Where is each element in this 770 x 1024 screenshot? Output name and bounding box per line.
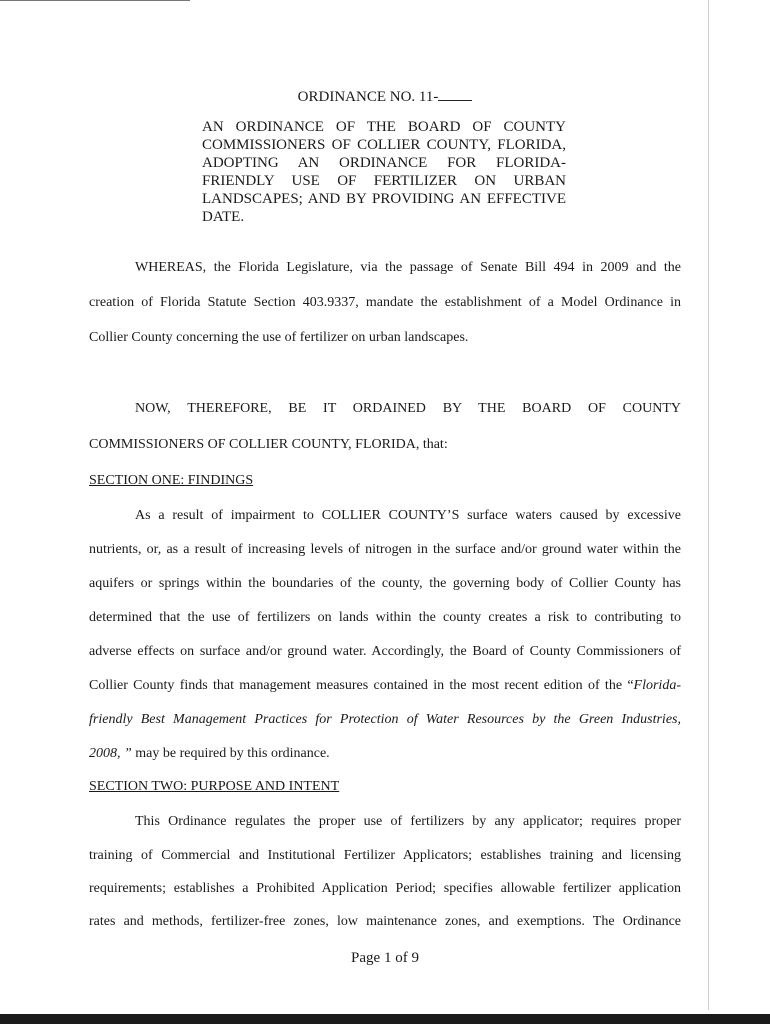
section-one-line: aquifers or springs within the boundaries of the county, the governing body of Collier County has (89, 576, 681, 591)
scan-artifact-right-edge (708, 0, 709, 1010)
section-two-line: rates and methods, fertilizer-free zones, low maintenance zones, and exemptions. The Ordinance (89, 914, 681, 929)
section-one-italic-text: Florida- (633, 678, 681, 693)
page-number: Page 1 of 9 (351, 950, 419, 966)
section-one-heading: SECTION ONE: FINDINGS (89, 473, 254, 488)
section-one-line: As a result of impairment to COLLIER COUNTY’S surface waters caused by excessive (135, 508, 681, 523)
whereas-line: creation of Florida Statute Section 403.9337, mandate the establishment of a Model Ordinance in (89, 295, 681, 310)
scan-artifact-top-line (0, 0, 190, 1)
ordinance-number-blank (438, 88, 472, 101)
section-two-heading: SECTION TWO: PURPOSE AND INTENT (89, 779, 340, 794)
section-one-line-text: may be required by this ordinance. (131, 746, 330, 761)
section-one-line (89, 712, 681, 728)
now-therefore-line: COMMISSIONERS OF COLLIER COUNTY, FLORIDA, that: (89, 437, 448, 452)
title-line: LANDSCAPES; AND BY PROVIDING AN EFFECTIVE (202, 191, 566, 207)
section-two-line: This Ordinance regulates the proper use of fertilizers by any applicator; requires proper (135, 814, 681, 829)
title-line: COMMISSIONERS OF COLLIER COUNTY, FLORIDA, (202, 137, 566, 153)
now-therefore-line: NOW, THEREFORE, BE IT ORDAINED BY THE BOARD OF COUNTY (135, 401, 681, 416)
section-two-line: requirements; establishes a Prohibited Application Period; specifies allowable fertilizer application (89, 881, 681, 896)
title-line: AN ORDINANCE OF THE BOARD OF COUNTY (202, 119, 566, 135)
section-one-italic-text: 2008, ” (89, 746, 132, 761)
section-one-line: adverse effects on surface and/or ground water. Accordingly, the Board of County Commissioners of (89, 644, 681, 659)
whereas-line: WHEREAS, the Florida Legislature, via the passage of Senate Bill 494 in 2009 and the (135, 260, 681, 275)
scan-artifact-bottom-edge (0, 1014, 770, 1024)
ordinance-title (202, 118, 566, 226)
section-one-italic-text: friendly Best Management Practices for Protection of Water Resources by the Green Industries, (89, 712, 681, 727)
section-two-line: training of Commercial and Institutional Fertilizer Applicators; establishes training and licensing (89, 848, 681, 863)
title-line: FRIENDLY USE OF FERTILIZER ON URBAN (202, 173, 566, 189)
ordinance-number (0, 88, 770, 106)
section-one-line-text: Collier County finds that management measures contained in the most recent edition of the “ (89, 678, 634, 693)
section-one-line: determined that the use of fertilizers on lands within the county creates a risk to contributing to (89, 610, 681, 625)
title-line: ADOPTING AN ORDINANCE FOR FLORIDA- (202, 155, 566, 171)
title-line: DATE. (202, 209, 245, 225)
section-one-line: nutrients, or, as a result of increasing levels of nitrogen in the surface and/or ground water within the (89, 542, 681, 557)
section-one-line (89, 746, 681, 762)
whereas-line: Collier County concerning the use of fertilizer on urban landscapes. (89, 330, 469, 345)
ordinance-number-label: ORDINANCE NO. 11- (297, 89, 439, 105)
section-one-line (89, 678, 681, 694)
